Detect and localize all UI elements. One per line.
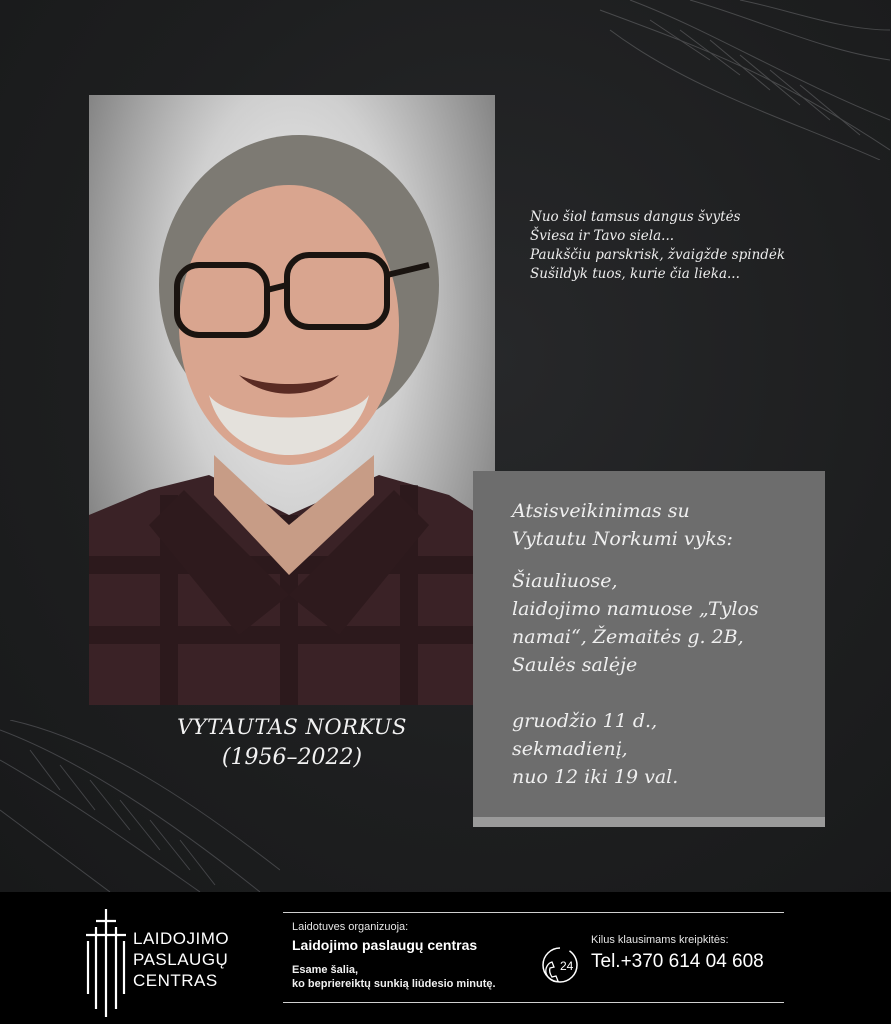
logo-text [133,928,229,991]
farewell-time-line: gruodžio 11 d., [512,710,658,732]
logo-line: LAIDOJIMO [133,929,230,948]
farewell-intro-line: Atsisveikinimas su [512,500,690,522]
footer-bottom-rule [283,1002,784,1003]
deceased-name: VYTAUTAS NORKUS [177,715,407,739]
farewell-place-line: namai“, Žemaitės g. 2B, [512,626,744,648]
farewell-place [512,567,759,679]
farewell-place-line: Saulės salėje [512,654,638,676]
triple-cross-icon [84,909,128,1019]
leaf-decoration-top-right [590,0,891,160]
poem-line: Šviesa ir Tavo siela... [530,228,675,244]
farewell-info-box [473,471,825,817]
farewell-time-line: nuo 12 iki 19 val. [512,766,679,788]
poem [530,208,870,284]
contact-label: Kilus klausimams kreipkitės: [591,934,729,946]
farewell-time [512,707,678,791]
organizer-slogan [292,963,496,991]
life-years: (1956–2022) [221,745,363,770]
contact-phone[interactable]: Tel.+370 614 04 608 [591,951,764,972]
phone-24-icon [540,945,580,985]
poem-line: Nuo šiol tamsus dangus švytės [530,209,741,225]
farewell-place-line: Šiauliuose, [512,570,618,592]
farewell-time-line: sekmadienį, [512,738,628,760]
farewell-intro-line: Vytautu Norkumi vyks: [512,528,733,550]
slogan-line: Esame šalia, [292,964,359,976]
slogan-line: ko bepriereiktų sunkią liūdesio minutę. [292,978,496,990]
farewell-intro [512,497,733,553]
poem-line: Sušildyk tuos, kurie čia lieka... [530,266,740,282]
organizer-name: Laidojimo paslaugų centras [292,937,478,953]
logo-line: CENTRAS [133,971,218,990]
info-box-accent-bar [473,817,825,827]
organizer-label: Laidotuves organizuoja: [292,921,409,933]
phone-24-icon-text: 24 [560,959,574,973]
farewell-place-line: laidojimo namuose „Tylos [512,598,759,620]
logo-line: PASLAUGŲ [133,950,229,969]
portrait-photo [89,95,495,705]
poem-line: Paukščiu parskrisk, žvaigžde spindėk [530,247,786,263]
footer-top-rule [283,912,784,913]
